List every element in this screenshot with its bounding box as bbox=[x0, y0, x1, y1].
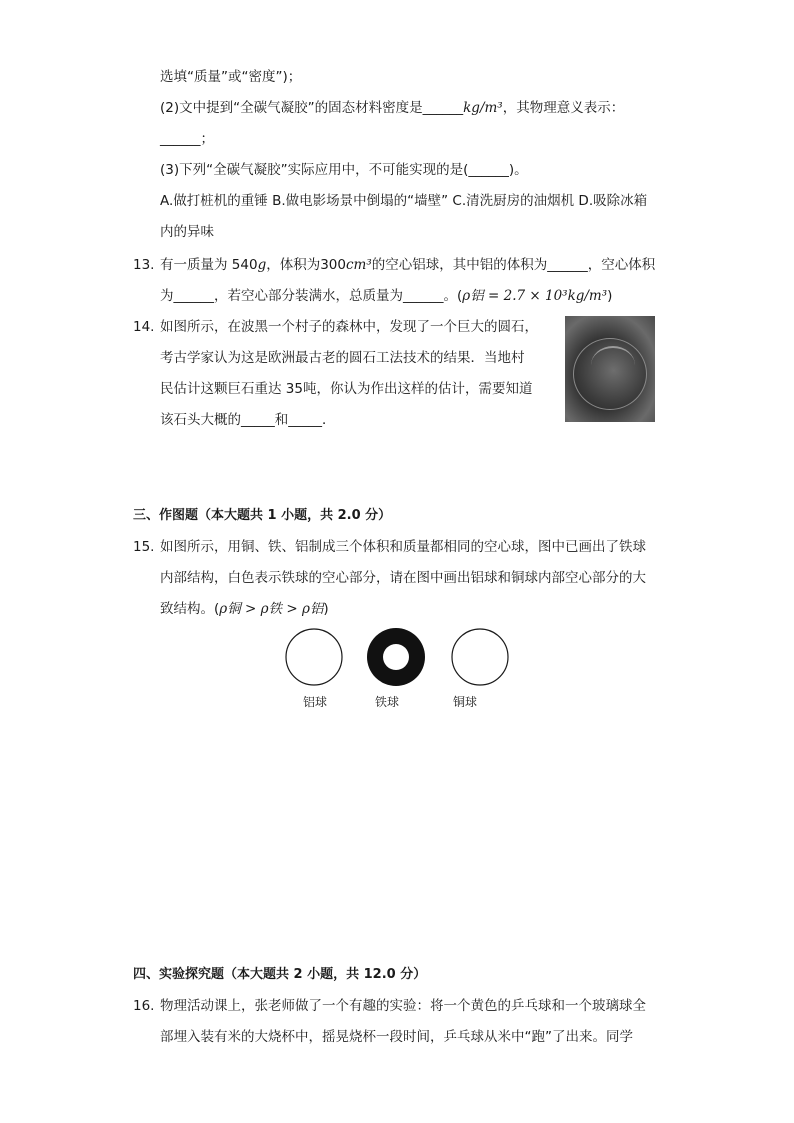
q12-line-a: 选填“质量”或“密度”)； bbox=[160, 69, 302, 85]
boulder-photo bbox=[565, 316, 655, 422]
q12-line-d: (3)下列“全碳气凝胶”实际应用中，不可能实现的是(______)。 bbox=[160, 162, 528, 178]
q13-line-a-tail: 的空心铝球，其中铝的体积为______，空心体积 bbox=[371, 257, 656, 273]
volume-unit: cm³ bbox=[346, 257, 372, 273]
q14-line: 民估计这颗巨石重达 35吨，你认为作出这样的估计，需要知道 bbox=[160, 381, 533, 397]
q15-line: 内部结构，白色表示铁球的空心部分，请在图中画出铝球和铜球内部空心部分的大 bbox=[160, 570, 646, 586]
spheres-figure bbox=[280, 622, 520, 692]
q14-line: 如图所示，在波黑一个村子的森林中，发现了一个巨大的圆石， bbox=[160, 319, 538, 335]
q15-line-text: 致结构。( bbox=[160, 601, 220, 617]
boulder-texture bbox=[591, 346, 635, 384]
q14-number: 14. bbox=[133, 319, 155, 335]
density-order-formula: ρ铜 > ρ铁 > ρ铝 bbox=[219, 601, 324, 617]
q13-number: 13. bbox=[133, 257, 155, 273]
copper-ball-label: 铜球 bbox=[453, 695, 478, 709]
q15-line: 如图所示，用铜、铁、铝制成三个体积和质量都相同的空心球，图中已画出了铁球 bbox=[160, 539, 646, 555]
q13-line-b-text: 为______，若空心部分装满水，总质量为______。( bbox=[160, 288, 463, 304]
q13-line-a bbox=[160, 255, 655, 275]
q15-number: 15. bbox=[133, 539, 155, 555]
q15-line-last bbox=[160, 599, 329, 619]
q16-line: 部埋入装有米的大烧杯中，摇晃烧杯一段时间，乒乓球从米中“跑”了出来。同学 bbox=[160, 1029, 633, 1045]
q12-line-c: ______； bbox=[160, 131, 214, 147]
copper-ball[interactable] bbox=[452, 629, 508, 685]
section-3-title: 三、作图题（本大题共 1 小题，共 2.0 分） bbox=[133, 508, 392, 523]
gram-unit: g bbox=[257, 257, 267, 273]
iron-ball-label: 铁球 bbox=[375, 695, 400, 709]
aluminium-ball-label: 铝球 bbox=[303, 695, 328, 709]
q15-line-close: ) bbox=[323, 601, 329, 617]
q13-line-a-text: 有一质量为 540 bbox=[160, 257, 258, 273]
q12-line-b-tail: ，其物理意义表示： bbox=[502, 100, 625, 116]
q12-options: A.做打桩机的重锤 B.做电影场景中倒塌的“墙壁” C.清洗厨房的油烟机 D.吸除冰箱 bbox=[160, 193, 648, 209]
q12-line-b-text: (2)文中提到“全碳气凝胶”的固态材料密度是______ bbox=[160, 100, 464, 116]
q12-options-cont: 内的异味 bbox=[160, 224, 214, 240]
q16-number: 16. bbox=[133, 998, 155, 1014]
iron-ball-hollow bbox=[383, 644, 409, 670]
section-4-title: 四、实验探究题（本大题共 2 小题，共 12.0 分） bbox=[133, 967, 427, 982]
aluminium-ball[interactable] bbox=[286, 629, 342, 685]
q14-line: 该石头大概的_____和_____． bbox=[160, 412, 336, 428]
aluminium-density-formula: ρ铝 = 2.7 × 10³kg/m³ bbox=[462, 288, 608, 304]
density-unit: kg/m³ bbox=[463, 100, 503, 116]
q13-line-b-close: ) bbox=[607, 288, 613, 304]
q14-line: 考古学家认为这是欧洲最古老的圆石工法技术的结果．当地村 bbox=[160, 350, 525, 366]
q13-line-b bbox=[160, 286, 612, 306]
q13-line-a-mid: ，体积为300 bbox=[266, 257, 346, 273]
q16-line: 物理活动课上，张老师做了一个有趣的实验：将一个黄色的乒乓球和一个玻璃球全 bbox=[160, 998, 646, 1014]
q12-line-b bbox=[160, 98, 624, 118]
